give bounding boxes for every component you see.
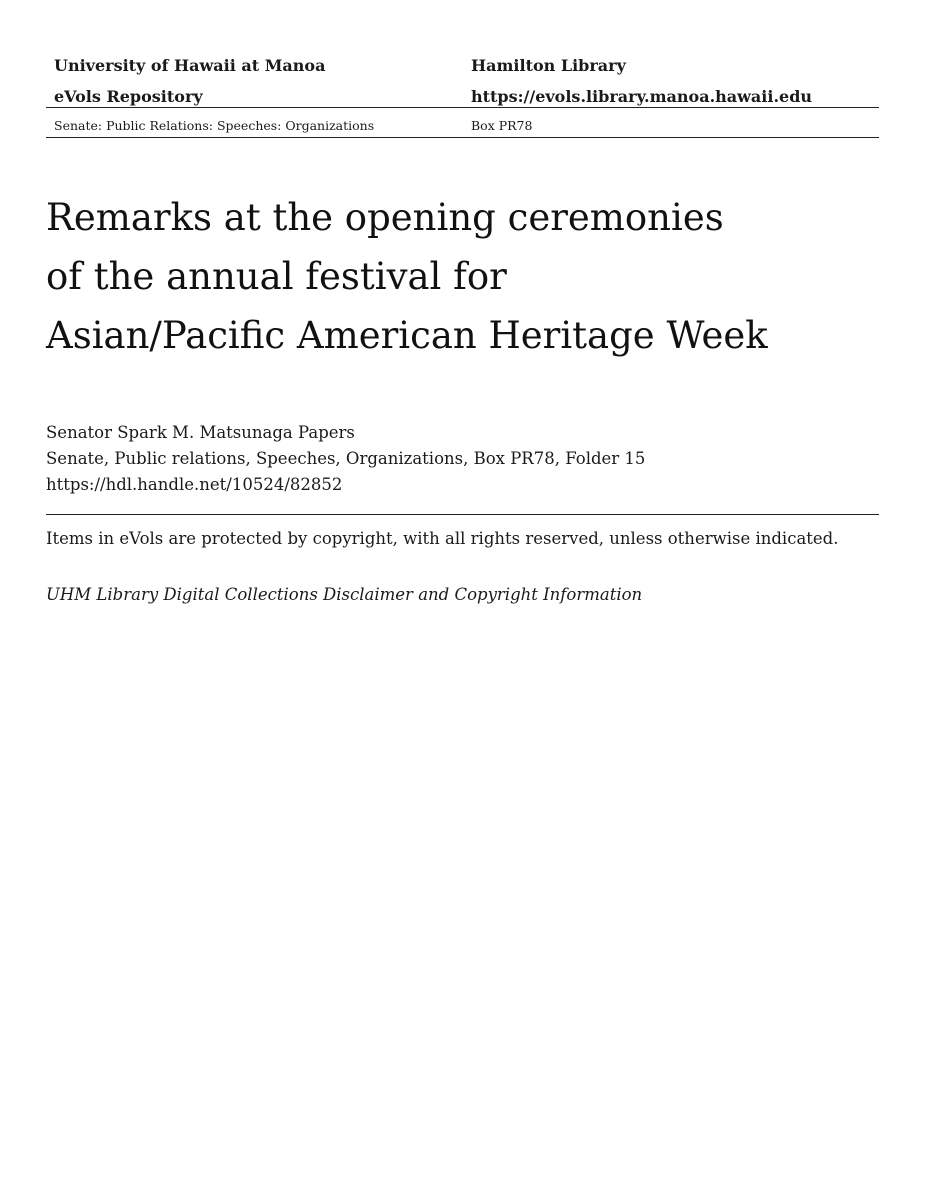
header-row-1 [46,52,879,83]
disclaimer-link[interactable]: UHM Library Digital Collections Disclaimer and Copyright Information [46,585,643,604]
institution-name: University of Hawaii at Manoa [54,56,326,75]
title-line-1: Remarks at the opening ceremonies [46,196,724,239]
box-label: Box PR78 [471,118,533,133]
document-metadata [46,420,645,498]
metadata-divider [46,514,879,515]
collection-path: Senate: Public Relations: Speeches: Organizations [54,118,375,133]
header-divider-bottom [46,137,879,138]
repository-name: eVols Repository [54,87,203,106]
folder-location: Senate, Public relations, Speeches, Organizations, Box PR78, Folder 15 [46,449,646,468]
document-title [46,188,879,365]
header-row-2 [46,83,879,114]
header-divider-top [46,107,879,108]
title-line-2: of the annual festival for [46,255,507,298]
document-page [46,0,879,1200]
title-line-3: Asian/Pacific American Heritage Week [46,314,768,357]
handle-link[interactable]: https://hdl.handle.net/10524/82852 [46,475,343,494]
document-header [46,52,879,114]
repository-url[interactable]: https://evols.library.manoa.hawaii.edu [471,87,813,106]
rights-statement: Items in eVols are protected by copyright, with all rights reserved, unless otherwise indicated. [46,529,839,548]
collection-name: Senator Spark M. Matsunaga Papers [46,423,355,442]
library-name: Hamilton Library [471,56,626,75]
